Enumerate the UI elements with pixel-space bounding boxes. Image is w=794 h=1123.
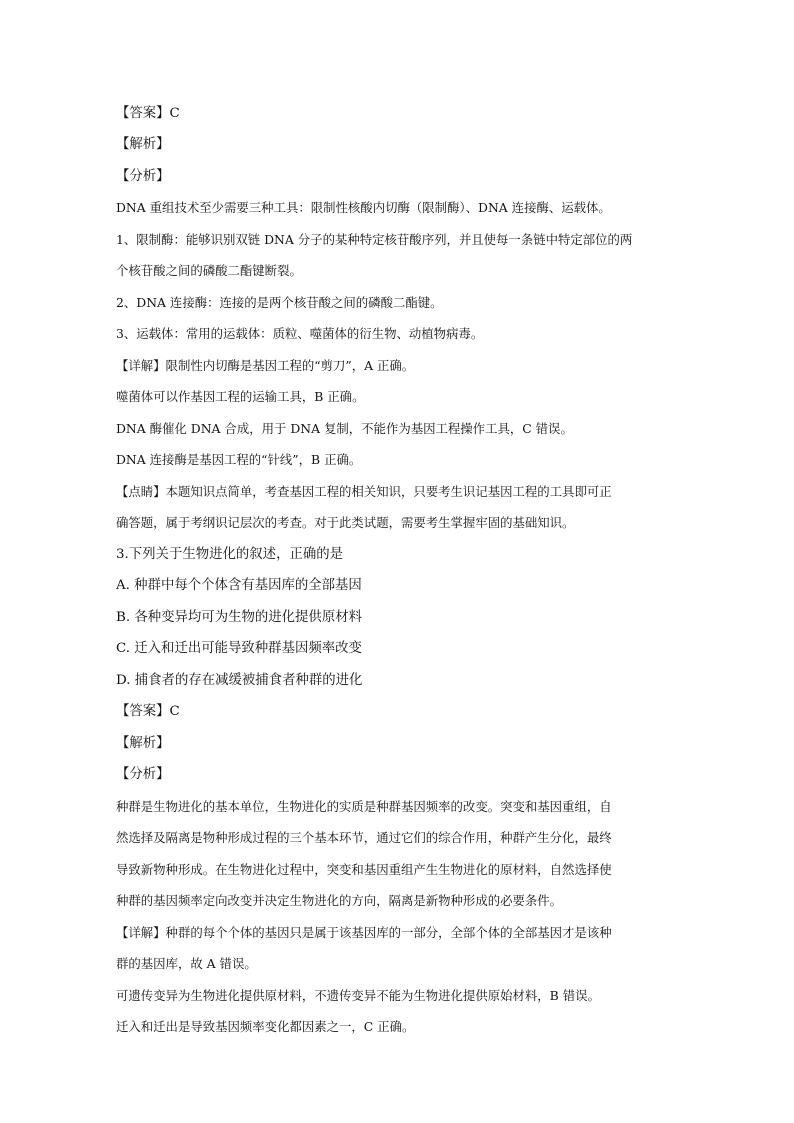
text-line: 群的基因库，故 A 错误。 <box>116 956 257 971</box>
detail-line: 【详解】限制性内切酶是基因工程的“剪刀”，A 正确。 <box>116 358 415 373</box>
text-line: 种群的基因频率定向改变并决定生物进化的方向，隔离是新物种形成的必要条件。 <box>116 893 563 908</box>
text-line: DNA 连接酶是基因工程的“针线”，B 正确。 <box>116 452 362 467</box>
text-line: 确答题，属于考纲识记层次的考查。对于此类试题，需要考生掌握牢固的基础知识。 <box>116 515 575 530</box>
text-line: 噬菌体可以作基因工程的运输工具，B 正确。 <box>116 389 365 404</box>
text-line: 1、限制酶：能够识别双链 DNA 分子的某种特定核苷酸序列，并且使每一条链中特定部位的两 <box>116 232 633 247</box>
answer-label-1: 【答案】C <box>116 106 180 121</box>
text-line: 导致新物种形成。在生物进化过程中，突变和基因重组产生生物进化的原材料，自然选择使 <box>116 862 612 877</box>
fenxi-heading-2: 【分析】 <box>116 767 170 782</box>
option-a: A. 种群中每个个体含有基因库的全部基因 <box>116 578 362 593</box>
text-line: 迁入和迁出是导致基因频率变化都因素之一，C 正确。 <box>116 1019 415 1034</box>
text-line: 个核苷酸之间的磷酸二酯键断裂。 <box>116 263 302 278</box>
text-line: 然选择及隔离是物种形成过程的三个基本环节，通过它们的综合作用，种群产生分化，最终 <box>116 830 612 845</box>
text-line: 种群是生物进化的基本单位，生物进化的实质是种群基因频率的改变。突变和基因重组，自 <box>116 799 612 814</box>
analysis-heading-2: 【解析】 <box>116 736 170 751</box>
analysis-heading-1: 【解析】 <box>116 137 170 152</box>
note-line: 【点睛】本题知识点简单，考查基因工程的相关知识，只要考生识记基因工程的工具即可正 <box>116 484 612 499</box>
option-b: B. 各种变异均可为生物的进化提供原材料 <box>116 610 362 625</box>
detail-line: 【详解】种群的每个个体的基因只是属于该基因库的一部分，全部个体的全部基因才是该种 <box>116 925 612 940</box>
text-line: 2、DNA 连接酶：连接的是两个核苷酸之间的磷酸二酯键。 <box>116 295 443 310</box>
option-c: C. 迁入和迁出可能导致种群基因频率改变 <box>116 641 362 656</box>
answer-label-2: 【答案】C <box>116 704 180 719</box>
text-line: 3、运载体：常用的运载体：质粒、噬菌体的衍生物、动植物病毒。 <box>116 326 484 341</box>
question-3: 3.下列关于生物进化的叙述，正确的是 <box>116 547 344 562</box>
text-line: 可遗传变异为生物进化提供原材料，不遗传变异不能为生物进化提供原始材料，B 错误。 <box>116 988 600 1003</box>
option-d: D. 捕食者的存在减缓被捕食者种群的进化 <box>116 673 363 688</box>
fenxi-heading-1: 【分析】 <box>116 169 170 184</box>
text-line: DNA 重组技术至少需要三种工具：限制性核酸内切酶（限制酶）、DNA 连接酶、运载体。 <box>116 200 611 215</box>
text-line: DNA 酶催化 DNA 合成，用于 DNA 复制，不能作为基因工程操作工具，C 错误。 <box>116 421 573 436</box>
